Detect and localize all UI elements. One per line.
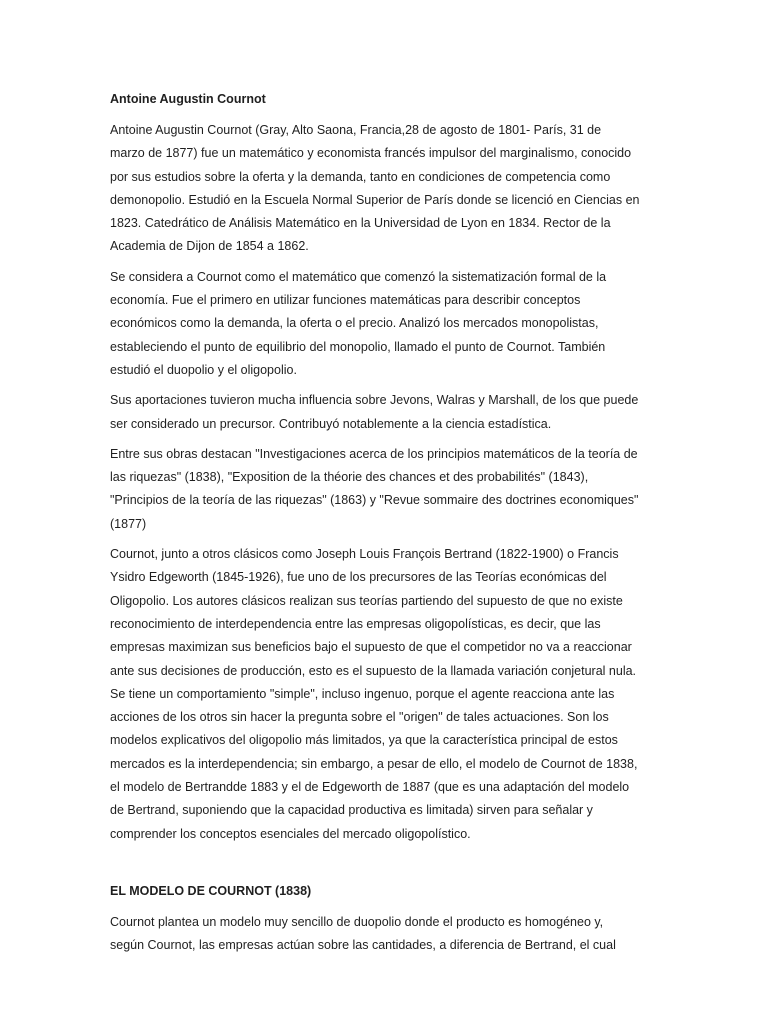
paragraph-oligopoly: Cournot, junto a otros clásicos como Joseph Louis François Bertrand (1822-1900) o Francis Ysidro Edgeworth (1845-1926), fue uno de los precursores de las Teorías económicas del Oligopolio. Los autores clásicos realizan sus teorías partiendo del supuesto de que no existe reconocimiento de interdependencia entre las empresas oligopolísticas, es decir, que las empresas maximizan sus beneficios bajo el supuesto de que el competidor no va a reaccionar ante sus decisiones de producción, esto es el supuesto de la llamada variación conjetural nula. Se tiene un comportamiento "simple", incluso ingenuo, porque el agente reacciona ante las acciones de los otros sin hacer la pregunta sobre el "origen" de tales actuaciones. Son los modelos explicativos del oligopolio más limitados, ya que la característica principal de estos mercados es la interdependencia; sin embargo, a pesar de ello, el modelo de Cournot de 1838, el modelo de Bertrandde 1883 y el de Edgeworth de 1887 (que es una adaptación del modelo de Bertrand, suponiendo que la capacidad productiva es limitada) sirven para señalar y comprender los conceptos esenciales del mercado oligopolístico. bbox=[110, 547, 638, 841]
section-heading: EL MODELO DE COURNOT (1838) bbox=[110, 883, 312, 898]
paragraph-contributions: Se considera a Cournot como el matemático que comenzó la sistematización formal de la economía. Fue el primero en utilizar funciones matemáticas para describir conceptos económicos como la demanda, la oferta o el precio. Analizó los mercados monopolistas, estableciendo el punto de equilibrio del monopolio, llamado el punto de Cournot. También estudió el duopolio y el oligopolio. bbox=[110, 269, 607, 377]
paragraph-biography: Antoine Augustin Cournot (Gray, Alto Saona, Francia,28 de agosto de 1801- París, 31 de marzo de 1877) fue un matemático y economista francés impulsor del marginalismo, conocido por sus estudios sobre la oferta y la demanda, tanto en condiciones de competencia como demonopolio. Estudió en la Escuela Normal Superior de París donde se licenció en Ciencias en 1823. Catedrático de Análisis Matemático en la Universidad de Lyon en 1834. Rector de la Academia de Dijon de 1854 a 1862. bbox=[110, 123, 640, 254]
document-title: Antoine Augustin Cournot bbox=[110, 92, 266, 106]
paragraph-cournot-model: Cournot plantea un modelo muy sencillo de duopolio donde el producto es homogéneo y, según Cournot, las empresas actúan sobre las cantidades, a diferencia de Bertrand, el cual bbox=[110, 914, 616, 953]
paragraph-works: Entre sus obras destacan "Investigaciones acerca de los principios matemáticos de la teoría de las riquezas" (1838), "Exposition de la théorie des chances et des probabilités" (1843), "Principios de la teoría de las riquezas" (1863) y "Revue sommaire des doctrines economiques" (1877) bbox=[110, 446, 639, 531]
paragraph-influence: Sus aportaciones tuvieron mucha influencia sobre Jevons, Walras y Marshall, de los que puede ser considerado un precursor. Contribuyó notablemente a la ciencia estadística. bbox=[110, 393, 639, 431]
document-page bbox=[110, 88, 670, 965]
